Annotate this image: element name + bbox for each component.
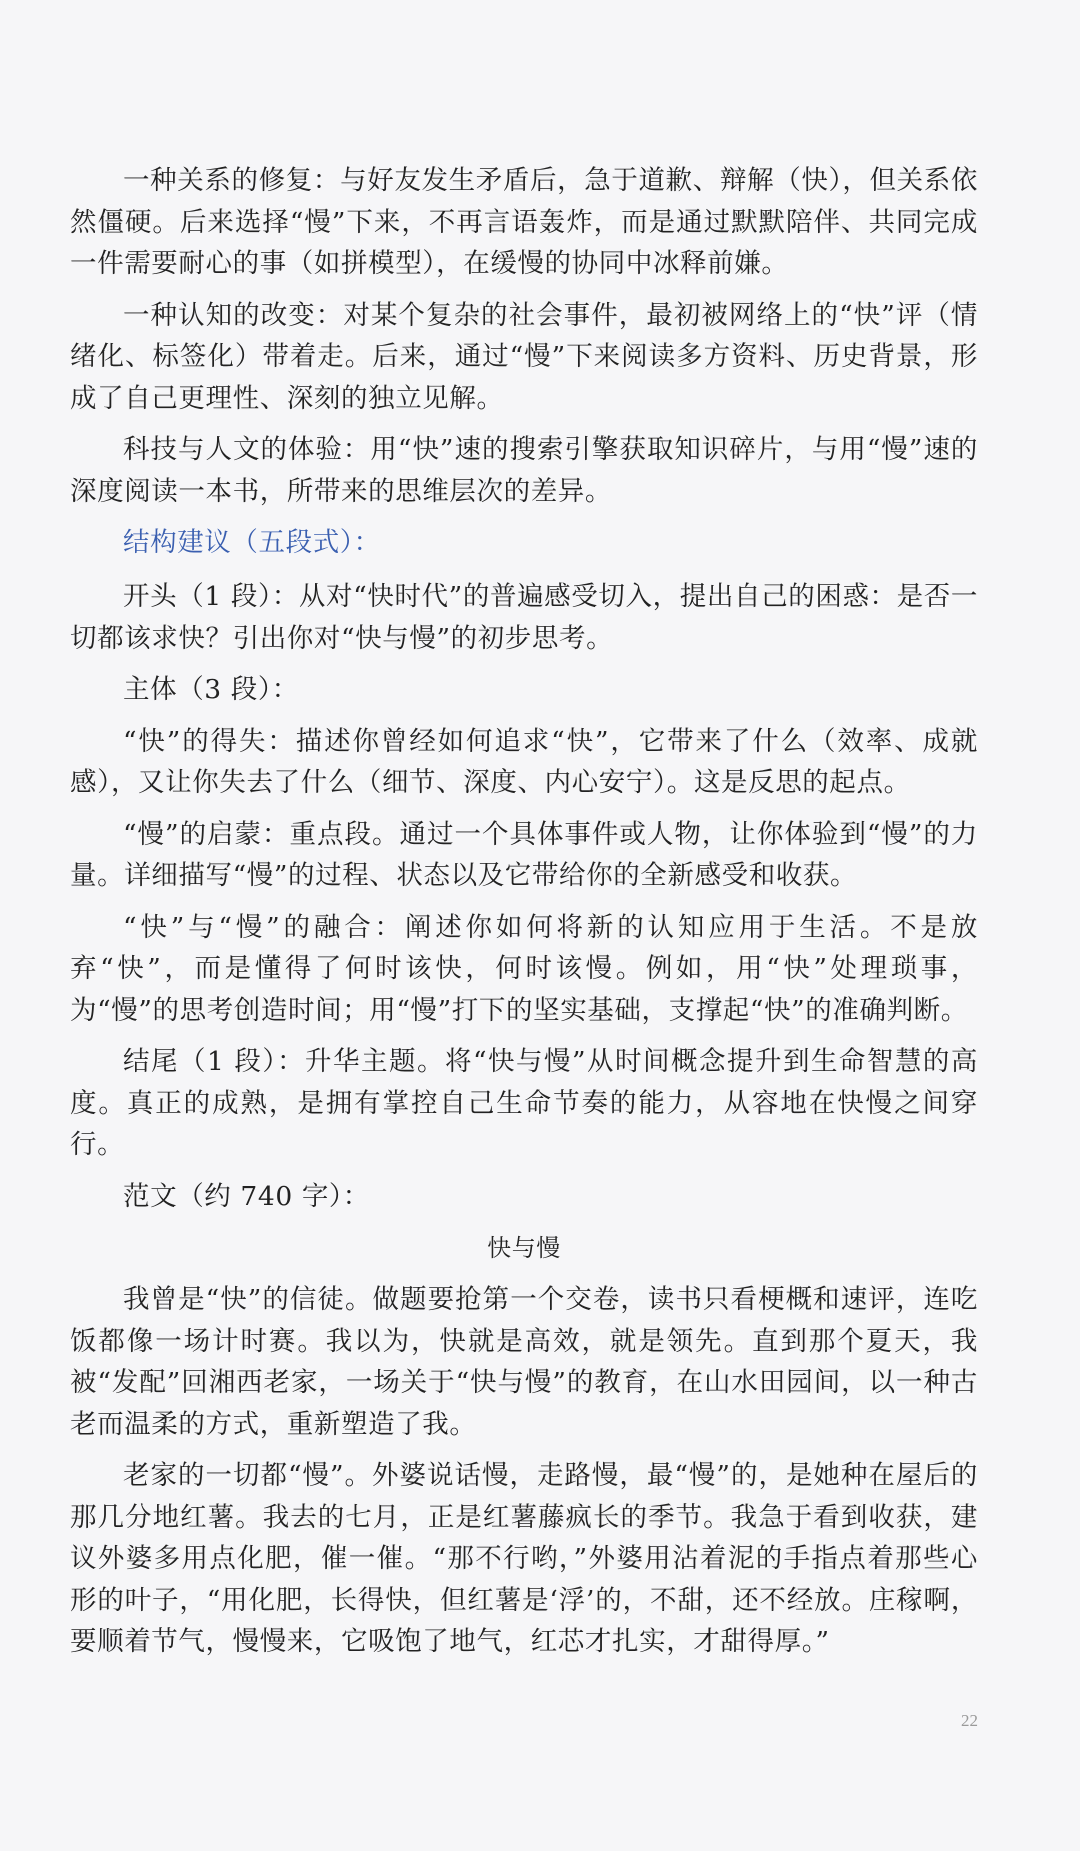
structure-body-3: “快”与“慢”的融合：阐述你如何将新的认知应用于生活。不是放弃“快”，而是懂得了何时该快，何时该慢。例如，用“快”处理琐事，为“慢”的思考创造时间；用“慢”打下的坚实基础，支撑起“快”的准确判断。: [70, 911, 978, 1026]
essay-paragraph-2: 老家的一切都“慢”。外婆说话慢，走路慢，最“慢”的，是她种在屋后的那几分地红薯。我去的七月，正是红薯藤疯长的季节。我急于看到收获，建议外婆多用点化肥，催一催。“那不行哟，”外婆用沾着泥的手指点着那些心形的叶子，“用化肥，长得快，但红薯是‘浮’的，不甜，还不经放。庄稼啊，要顺着节气，慢慢来，它吸饱了地气，红芯才扎实，才甜得厚。”: [70, 1460, 978, 1657]
paragraph-tech-humanities: 科技与人文的体验：用“快”速的搜索引擎获取知识碎片，与用“慢”速的深度阅读一本书，所带来的思维层次的差异。: [70, 434, 978, 507]
structure-heading: 结构建议（五段式）：: [123, 527, 381, 558]
sample-essay-label: 范文（约 740 字）：: [123, 1180, 370, 1212]
structure-opening: 开头（1 段）：从对“快时代”的普遍感受切入，提出自己的困惑：是否一切都该求快？引出你对“快与慢”的初步思考。: [70, 581, 978, 654]
essay-paragraph-1: 我曾是“快”的信徒。做题要抢第一个交卷，读书只看梗概和速评，连吃饭都像一场计时赛。我以为，快就是高效，就是领先。直到那个夏天，我被“发配”回湘西老家，一场关于“快与慢”的教育，在山水田园间，以一种古老而温柔的方式，重新塑造了我。: [70, 1284, 978, 1440]
paragraph-relationship-repair: 一种关系的修复：与好友发生矛盾后，急于道歉、辩解（快），但关系依然僵硬。后来选择“慢”下来，不再言语轰炸，而是通过默默陪伴、共同完成一件需要耐心的事（如拼模型），在缓慢的协同中冰释前嫌。: [70, 165, 978, 279]
structure-body-1: “快”的得失：描述你曾经如何追求“快”，它带来了什么（效率、成就感），又让你失去了什么（细节、深度、内心安宁）。这是反思的起点。: [70, 725, 978, 798]
structure-ending: 结尾（1 段）：升华主题。将“快与慢”从时间概念提升到生命智慧的高度。真正的成熟，是拥有掌控自己生命节奏的能力，从容地在快慢之间穿行。: [70, 1046, 978, 1160]
page-number: 22: [961, 1711, 978, 1730]
structure-body-label: 主体（3 段）：: [123, 674, 299, 705]
paragraph-cognition-change: 一种认知的改变：对某个复杂的社会事件，最初被网络上的“快”评（情绪化、标签化）带着走。后来，通过“慢”下来阅读多方资料、历史背景，形成了自己更理性、深刻的独立见解。: [70, 299, 978, 414]
essay-title: 快与慢: [487, 1234, 561, 1262]
structure-body-2: “慢”的启蒙：重点段。通过一个具体事件或人物，让你体验到“慢”的力量。详细描写“慢”的过程、状态以及它带给你的全新感受和收获。: [70, 818, 978, 891]
